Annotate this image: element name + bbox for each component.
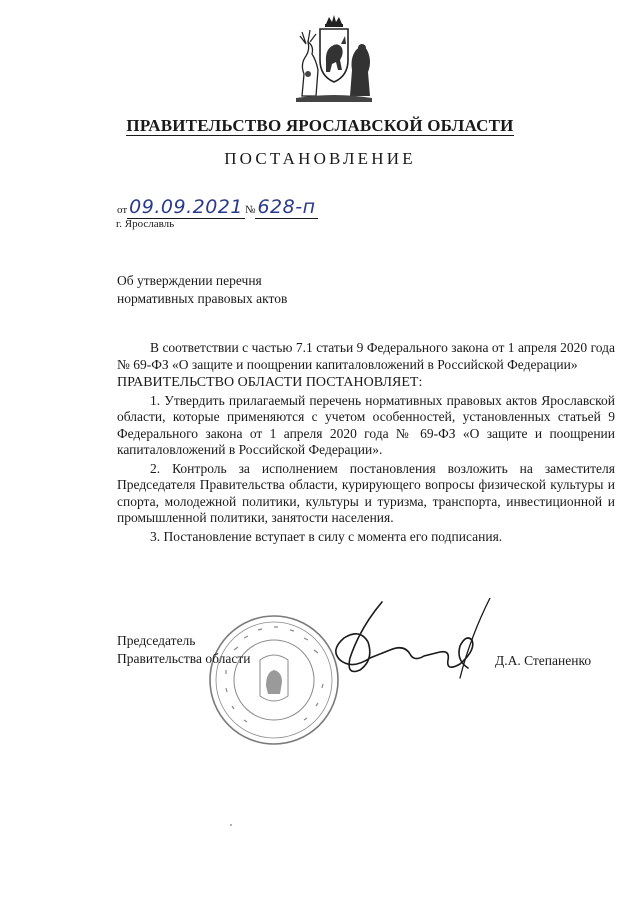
handwritten-number: 628-п: [257, 196, 316, 218]
date-number-line: [117, 196, 318, 218]
document-type: ПОСТАНОВЛЕНИЕ: [224, 149, 416, 168]
resolves-heading: ПРАВИТЕЛЬСТВО ОБЛАСТИ ПОСТАНОВЛЯЕТ:: [117, 375, 423, 390]
coat-of-arms-emblem: [288, 14, 380, 104]
item-1-paragraph: 1. Утвердить прилагаемый перечень нормативных правовых актов Ярославской области, которые применяются с учетом особенностей, установленных статьей 9 Федерального закона от 1 апреля 2020 года № 69-ФЗ «О защите и поощрении капиталовложений в Российской Федерации».: [117, 392, 615, 457]
preamble-paragraph: В соответствии с частью 7.1 статьи 9 Федерального закона от 1 апреля 2020 года № 69-ФЗ «О защите и поощрении капиталовложений в Российской Федерации»: [117, 340, 615, 372]
government-title: [0, 116, 640, 136]
document-body: [117, 340, 615, 545]
subject-line-2: нормативных правовых актов: [117, 291, 288, 306]
handwritten-date: 09.09.2021: [129, 196, 243, 218]
item-2-paragraph: 2. Контроль за исполнением постановления возложить на заместителя Председателя Правительства области, курирующего вопросы физической культуры и спорта, молодежной политики, культуры и туризма, транспорта, инвестиционной и промышленной политики, занятости населения.: [117, 460, 615, 525]
item-3-paragraph: 3. Постановление вступает в силу с момента его подписания.: [150, 528, 503, 544]
document-subject: [117, 272, 287, 308]
subject-line-1: Об утверждении перечня: [117, 273, 262, 288]
government-name: ПРАВИТЕЛЬСТВО ЯРОСЛАВСКОЙ ОБЛАСТИ: [126, 116, 514, 135]
scan-speck: [230, 824, 232, 826]
signatory-role: [117, 632, 250, 668]
handwritten-signature: [300, 598, 500, 698]
signatory-role-line-2: Правительства области: [117, 651, 251, 666]
date-prefix: от: [117, 204, 128, 216]
city: г. Ярославль: [116, 218, 175, 230]
signatory-role-line-1: Председатель: [117, 633, 196, 648]
number-prefix: №: [244, 204, 256, 216]
signatory-name: Д.А. Степаненко: [495, 653, 592, 668]
